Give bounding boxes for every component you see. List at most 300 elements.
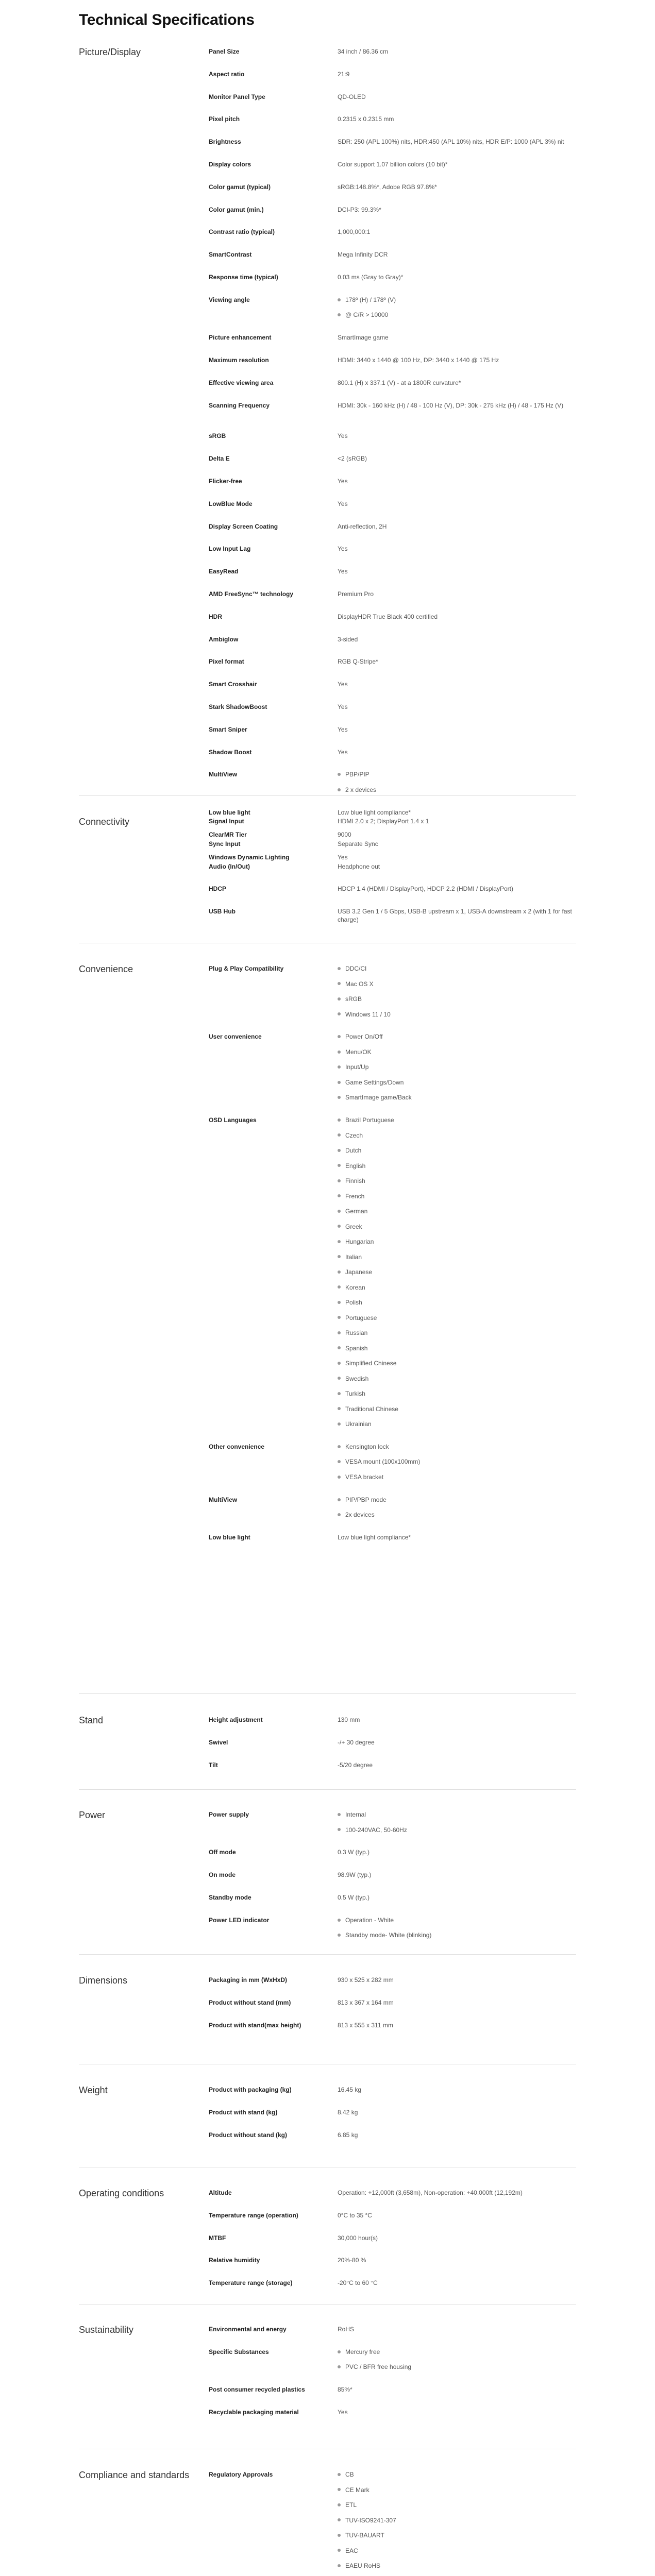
- spec-bullet-item: [338, 1116, 580, 1124]
- section-divider: [79, 1954, 576, 1955]
- spec-value: 85%*: [338, 2386, 352, 2394]
- bullet-icon: [338, 1225, 341, 1228]
- spec-bullet-text: sRGB: [345, 995, 362, 1003]
- bullet-icon: [338, 1445, 341, 1448]
- bullet-icon: [338, 298, 341, 301]
- spec-bullet-item: [338, 1268, 580, 1276]
- spec-bullet-text: Russian: [345, 1329, 368, 1337]
- spec-value: SDR: 250 (APL 100%) nits, HDR:450 (APL 10%) nits, HDR E/P: 1000 (APL 3%) nit: [338, 138, 564, 146]
- spec-bullet-text: Windows 11 / 10: [345, 1010, 391, 1018]
- spec-value: HDMI 2.0 x 2; DisplayPort 1.4 x 1: [338, 818, 429, 825]
- spec-label: Temperature range (operation): [209, 2211, 298, 2219]
- spec-label: Standby mode: [209, 1893, 251, 1901]
- spec-bullet-item: [338, 1375, 580, 1383]
- spec-value: 20%-80 %: [338, 2257, 366, 2264]
- spec-value: 0.5 W (typ.): [338, 1893, 370, 1901]
- section-title: Convenience: [79, 964, 133, 974]
- spec-label: Plug & Play Compatibility: [209, 965, 284, 972]
- spec-bullet-item: [338, 1207, 580, 1215]
- spec-label: Display colors: [209, 161, 251, 168]
- spec-bullet-text: CE Mark: [345, 2486, 370, 2494]
- section-title: Operating conditions: [79, 2188, 164, 2198]
- spec-value: 0.3 W (typ.): [338, 1849, 370, 1856]
- spec-bullet-text: Spanish: [345, 1344, 368, 1352]
- spec-bullet-item: [338, 1389, 580, 1398]
- spec-bullet-text: Ukrainian: [345, 1420, 372, 1428]
- spec-value: 98.9W (typ.): [338, 1871, 372, 1879]
- bullet-icon: [338, 1422, 341, 1426]
- spec-label: Ambiglow: [209, 635, 239, 643]
- spec-label: Color gamut (min.): [209, 206, 264, 213]
- spec-value: Low blue light compliance*: [338, 808, 411, 816]
- bullet-icon: [338, 2473, 341, 2476]
- spec-bullet-item: [338, 1192, 580, 1200]
- spec-bullet-text: Game Settings/Down: [345, 1078, 404, 1086]
- page-title: Technical Specifications: [79, 11, 255, 28]
- spec-bullet-item: [338, 964, 580, 973]
- spec-value: 813 x 367 x 164 mm: [338, 1998, 394, 2006]
- spec-value: -20°C to 60 °C: [338, 2279, 378, 2287]
- spec-bullet-text: CB: [345, 2471, 354, 2478]
- spec-value: SmartImage game: [338, 334, 389, 342]
- spec-label: Smart Sniper: [209, 725, 247, 733]
- spec-bullet-text: Finnish: [345, 1177, 365, 1185]
- spec-bullet-item: [338, 1131, 580, 1140]
- bullet-icon: [338, 982, 341, 985]
- spec-value: Yes: [338, 477, 348, 485]
- spec-label: Viewing angle: [209, 296, 250, 303]
- spec-bullet-text: 100-240VAC, 50-60Hz: [345, 1826, 407, 1834]
- spec-label: Shadow Boost: [209, 748, 252, 756]
- bullet-icon: [338, 1316, 341, 1319]
- spec-label: LowBlue Mode: [209, 500, 253, 507]
- spec-value: Yes: [338, 854, 348, 861]
- bullet-icon: [338, 1476, 341, 1479]
- section-title: Stand: [79, 1715, 104, 1725]
- spec-bullet-item: [338, 1177, 580, 1185]
- bullet-icon: [338, 1919, 341, 1922]
- spec-value: 16.45 kg: [338, 2086, 362, 2093]
- spec-bullet-item: [338, 1253, 580, 1261]
- spec-bullet-item: [338, 1093, 580, 1101]
- spec-label: AMD FreeSync™ technology: [209, 590, 294, 598]
- bullet-icon: [338, 1392, 341, 1395]
- spec-value: Operation: +12,000ft (3,658m), Non-operation: +40,000ft (12,192m): [338, 2189, 523, 2196]
- spec-value: <2 (sRGB): [338, 455, 367, 463]
- spec-bullet-text: VESA mount (100x100mm): [345, 1458, 421, 1466]
- section-title: Sustainability: [79, 2325, 134, 2335]
- spec-bullet-text: Standby mode- White (blinking): [345, 1931, 432, 1939]
- section-title: Power: [79, 1810, 106, 1820]
- section-title: Dimensions: [79, 1975, 128, 1986]
- spec-bullet-item: [338, 1826, 580, 1834]
- spec-bullet-item: [338, 2501, 580, 2509]
- spec-bullet-item: [338, 1010, 580, 1019]
- bullet-icon: [338, 1255, 341, 1258]
- spec-bullet-item: [338, 1032, 580, 1041]
- spec-label: Specific Substances: [209, 2348, 269, 2355]
- spec-bullet-text: Japanese: [345, 1268, 373, 1276]
- spec-label: Picture enhancement: [209, 334, 272, 342]
- spec-bullet-item: [338, 1420, 580, 1428]
- bullet-icon: [338, 1331, 341, 1334]
- spec-label: Stark ShadowBoost: [209, 703, 267, 710]
- spec-value: Yes: [338, 568, 348, 575]
- spec-bullet-text: Swedish: [345, 1375, 369, 1382]
- spec-bullet-text: @ C/R > 10000: [345, 311, 389, 319]
- spec-value: Yes: [338, 748, 348, 756]
- spec-bullet-item: [338, 1344, 580, 1352]
- spec-bullet-text: Portuguese: [345, 1314, 377, 1321]
- spec-bullet-text: Dutch: [345, 1147, 362, 1155]
- spec-value: 930 x 525 x 282 mm: [338, 1976, 394, 1984]
- bullet-icon: [338, 1270, 341, 1274]
- spec-bullet-text: SmartImage game/Back: [345, 1094, 412, 1101]
- spec-label: Regulatory Approvals: [209, 2471, 273, 2478]
- spec-value: Yes: [338, 545, 348, 553]
- spec-label: Tilt: [209, 1761, 218, 1769]
- spec-bullet-item: [338, 2486, 580, 2494]
- bullet-icon: [338, 2350, 341, 2353]
- spec-value: 800.1 (H) x 337.1 (V) - at a 1800R curvature*: [338, 379, 461, 386]
- bullet-icon: [338, 1346, 341, 1349]
- spec-bullet-item: [338, 1283, 580, 1292]
- spec-label: MTBF: [209, 2234, 226, 2242]
- spec-bullet-item: [338, 1496, 580, 1504]
- spec-bullet-item: [338, 1162, 580, 1170]
- spec-value: -/+ 30 degree: [338, 1738, 375, 1746]
- spec-value: 34 inch / 86.36 cm: [338, 48, 389, 55]
- spec-bullet-text: Czech: [345, 1131, 363, 1139]
- section-divider: [79, 1789, 576, 1790]
- spec-bullet-text: Power On/Off: [345, 1033, 383, 1041]
- bullet-icon: [338, 2488, 341, 2491]
- spec-bullet-text: Korean: [345, 1283, 365, 1291]
- spec-bullet-item: [338, 1048, 580, 1056]
- spec-label: Scanning Frequency: [209, 401, 270, 409]
- spec-label: Packaging in mm (WxHxD): [209, 1976, 288, 1984]
- spec-bullet-text: ETL: [345, 2501, 357, 2509]
- spec-bullet-item: [338, 1443, 580, 1451]
- spec-bullet-item: [338, 995, 580, 1003]
- spec-value: 1,000,000:1: [338, 228, 371, 236]
- spec-label: OSD Languages: [209, 1116, 257, 1124]
- bullet-icon: [338, 1081, 341, 1084]
- bullet-icon: [338, 1096, 341, 1099]
- spec-bullet-item: [338, 1298, 580, 1307]
- spec-bullet-text: Mac OS X: [345, 980, 374, 988]
- spec-label: HDCP: [209, 885, 227, 893]
- spec-value: Yes: [338, 725, 348, 733]
- spec-label: Product with stand(max height): [209, 2021, 301, 2029]
- spec-bullet-item: [338, 1931, 580, 1939]
- spec-label: Product with stand (kg): [209, 2108, 278, 2116]
- spec-label: Product with packaging (kg): [209, 2086, 292, 2093]
- spec-bullet-item: [338, 1078, 580, 1087]
- bullet-icon: [338, 1050, 341, 1054]
- spec-label: MultiView: [209, 1496, 238, 1503]
- spec-bullet-text: Operation - White: [345, 1916, 394, 1924]
- spec-bullet-item: [338, 2470, 580, 2479]
- spec-bullet-text: TUV-BAUART: [345, 2532, 384, 2539]
- bullet-icon: [338, 1813, 341, 1816]
- spec-label: Contrast ratio (typical): [209, 228, 275, 236]
- spec-bullet-text: 2x devices: [345, 1511, 375, 1519]
- spec-value: 21:9: [338, 70, 350, 78]
- spec-value: Color support 1.07 billion colors (10 bit)*: [338, 161, 448, 168]
- bullet-icon: [338, 1065, 341, 1069]
- spec-bullet-text: Traditional Chinese: [345, 1405, 398, 1413]
- section-divider: [79, 1693, 576, 1694]
- bullet-icon: [338, 2518, 341, 2521]
- spec-label: Effective viewing area: [209, 379, 274, 386]
- section-divider: [79, 795, 576, 796]
- spec-value: RGB Q-Stripe*: [338, 658, 378, 666]
- spec-label: Audio (In/Out): [209, 862, 250, 870]
- spec-bullet-item: [338, 2348, 580, 2356]
- spec-bullet-text: English: [345, 1162, 366, 1170]
- spec-value: 30,000 hour(s): [338, 2234, 378, 2242]
- spec-label: USB Hub: [209, 908, 236, 916]
- spec-bullet-text: PVC / BFR free housing: [345, 2363, 412, 2371]
- bullet-icon: [338, 967, 341, 970]
- spec-label: Swivel: [209, 1738, 228, 1746]
- spec-bullet-text: PIP/PBP mode: [345, 1496, 387, 1503]
- spec-label: On mode: [209, 1871, 236, 1879]
- spec-bullet-text: PBP/PIP: [345, 771, 370, 778]
- section-title: Weight: [79, 2085, 108, 2095]
- spec-bullet-item: [338, 1810, 580, 1819]
- spec-bullet-item: [338, 786, 580, 794]
- spec-value: 3-sided: [338, 635, 358, 643]
- spec-value: 813 x 555 x 311 mm: [338, 2021, 393, 2029]
- spec-bullet-item: [338, 2363, 580, 2371]
- spec-label: Smart Crosshair: [209, 681, 257, 688]
- bullet-icon: [338, 2564, 341, 2567]
- spec-value: 0°C to 35 °C: [338, 2211, 372, 2219]
- spec-label: Flicker-free: [209, 477, 242, 485]
- spec-value: RoHS: [338, 2326, 355, 2333]
- spec-label: Height adjustment: [209, 1716, 263, 1723]
- spec-value: -5/20 degree: [338, 1761, 373, 1769]
- spec-bullet-text: Simplified Chinese: [345, 1360, 397, 1367]
- spec-value: 130 mm: [338, 1716, 360, 1723]
- spec-label: Product without stand (kg): [209, 2131, 287, 2139]
- spec-label: Altitude: [209, 2189, 232, 2196]
- spec-value: 9000: [338, 831, 351, 839]
- bullet-icon: [338, 1118, 341, 1122]
- section-title: Connectivity: [79, 817, 130, 827]
- spec-bullet-item: [338, 1916, 580, 1924]
- spec-label: Display Screen Coating: [209, 522, 278, 530]
- spec-label: Recyclable packaging material: [209, 2408, 299, 2416]
- spec-value: QD-OLED: [338, 93, 366, 100]
- spec-bullet-item: [338, 1405, 580, 1413]
- spec-bullet-item: [338, 1238, 580, 1246]
- spec-bullet-item: [338, 2562, 580, 2570]
- spec-value: Premium Pro: [338, 590, 374, 598]
- spec-label: Color gamut (typical): [209, 183, 271, 191]
- spec-value: 0.03 ms (Gray to Gray)*: [338, 274, 404, 281]
- bullet-icon: [338, 1362, 341, 1365]
- spec-value: HDCP 1.4 (HDMI / DisplayPort), HDCP 2.2 (HDMI / DisplayPort): [338, 885, 513, 893]
- spec-value: DCI-P3: 99.3%*: [338, 206, 381, 213]
- spec-label: Windows Dynamic Lighting: [209, 854, 290, 861]
- bullet-icon: [338, 1240, 341, 1243]
- spec-value: Yes: [338, 432, 348, 440]
- spec-label: Relative humidity: [209, 2257, 260, 2264]
- bullet-icon: [338, 1179, 341, 1182]
- spec-bullet-text: Menu/OK: [345, 1048, 372, 1056]
- bullet-icon: [338, 997, 341, 1001]
- spec-label: Power supply: [209, 1811, 249, 1818]
- bullet-icon: [338, 1164, 341, 1167]
- spec-bullet-item: [338, 1511, 580, 1519]
- spec-bullet-item: [338, 1458, 580, 1466]
- spec-bullet-item: [338, 1329, 580, 1337]
- spec-label: Brightness: [209, 138, 241, 146]
- spec-value: DisplayHDR True Black 400 certified: [338, 613, 438, 620]
- spec-bullet-text: 178º (H) / 178º (V): [345, 296, 396, 303]
- bullet-icon: [338, 1377, 341, 1380]
- spec-label: Maximum resolution: [209, 356, 269, 364]
- spec-label: Signal Input: [209, 818, 244, 825]
- spec-bullet-text: Turkish: [345, 1390, 365, 1398]
- spec-value: Yes: [338, 500, 348, 507]
- spec-bullet-item: [338, 1063, 580, 1071]
- spec-label: Delta E: [209, 455, 230, 463]
- spec-label: Response time (typical): [209, 274, 278, 281]
- spec-bullet-item: [338, 1223, 580, 1231]
- spec-label: Panel Size: [209, 48, 240, 55]
- section-title: Compliance and standards: [79, 2470, 190, 2480]
- spec-bullet-text: Polish: [345, 1299, 362, 1307]
- spec-bullet-text: Greek: [345, 1223, 362, 1230]
- section-title: Picture/Display: [79, 47, 141, 57]
- bullet-icon: [338, 1035, 341, 1038]
- spec-label: Post consumer recycled plastics: [209, 2386, 305, 2394]
- spec-bullet-text: French: [345, 1192, 365, 1200]
- bullet-icon: [338, 1194, 341, 1197]
- spec-bullet-item: [338, 1473, 580, 1481]
- spec-bullet-text: EAEU RoHS: [345, 2562, 381, 2569]
- spec-value: Yes: [338, 681, 348, 688]
- spec-bullet-text: Hungarian: [345, 1238, 374, 1246]
- spec-label: MultiView: [209, 771, 238, 778]
- spec-bullet-text: Mercury free: [345, 2348, 380, 2355]
- spec-bullet-text: Italian: [345, 1253, 362, 1261]
- spec-label: Low blue light: [209, 1534, 250, 1541]
- spec-bullet-text: TUV-ISO9241-307: [345, 2516, 396, 2524]
- spec-bullet-item: [338, 311, 580, 319]
- spec-value: HDMI: 30k - 160 kHz (H) / 48 - 100 Hz (V), DP: 30k - 275 kHz (H) / 48 - 175 Hz (V): [338, 401, 564, 409]
- spec-label: Sync Input: [209, 840, 241, 848]
- spec-label: Low blue light: [209, 808, 250, 816]
- spec-bullet-text: 2 x devices: [345, 786, 377, 793]
- spec-bullet-text: German: [345, 1208, 368, 1215]
- spec-value: 0.2315 x 0.2315 mm: [338, 115, 394, 123]
- bullet-icon: [338, 1498, 341, 1501]
- spec-label: HDR: [209, 613, 222, 620]
- spec-bullet-text: Input/Up: [345, 1063, 369, 1071]
- spec-label: SmartContrast: [209, 251, 252, 259]
- spec-value: Yes: [338, 2408, 348, 2416]
- spec-label: Power LED indicator: [209, 1916, 270, 1924]
- spec-bullet-text: Internal: [345, 1811, 366, 1818]
- spec-label: sRGB: [209, 432, 226, 440]
- spec-bullet-item: [338, 2547, 580, 2555]
- bullet-icon: [338, 773, 341, 776]
- bullet-icon: [338, 1407, 341, 1410]
- bullet-icon: [338, 1513, 341, 1516]
- spec-bullet-text: DDC/CI: [345, 965, 367, 972]
- spec-label: Monitor Panel Type: [209, 93, 265, 100]
- spec-bullet-item: [338, 1359, 580, 1367]
- spec-label: Pixel pitch: [209, 115, 240, 123]
- spec-label: Product without stand (mm): [209, 1998, 291, 2006]
- spec-bullet-item: [338, 1314, 580, 1322]
- bullet-icon: [338, 1301, 341, 1304]
- spec-value: Mega Infinity DCR: [338, 251, 388, 259]
- bullet-icon: [338, 1149, 341, 1152]
- spec-label: Temperature range (storage): [209, 2279, 293, 2287]
- spec-label: ClearMR Tier: [209, 831, 247, 839]
- spec-value: Separate Sync: [338, 840, 378, 848]
- spec-bullet-item: [338, 2516, 580, 2524]
- spec-label: EasyRead: [209, 568, 239, 575]
- bullet-icon: [338, 1133, 341, 1137]
- bullet-icon: [338, 1012, 341, 1015]
- spec-label: Low Input Lag: [209, 545, 251, 553]
- spec-bullet-item: [338, 770, 580, 778]
- spec-bullet-item: [338, 1146, 580, 1155]
- bullet-icon: [338, 1285, 341, 1289]
- spec-value: 8.42 kg: [338, 2108, 358, 2116]
- bullet-icon: [338, 2365, 341, 2368]
- spec-label: Pixel format: [209, 658, 244, 666]
- spec-value: Yes: [338, 703, 348, 710]
- spec-label: Off mode: [209, 1849, 236, 1856]
- spec-bullet-text: Brazil Portuguese: [345, 1116, 394, 1124]
- spec-value: USB 3.2 Gen 1 / 5 Gbps, USB-B upstream x 1, USB-A downstream x 2 (with 1 for fast charge): [338, 908, 572, 924]
- bullet-icon: [338, 313, 341, 316]
- spec-label: Other convenience: [209, 1443, 265, 1450]
- bullet-icon: [338, 1460, 341, 1463]
- spec-bullet-text: VESA bracket: [345, 1473, 384, 1481]
- bullet-icon: [338, 2503, 341, 2506]
- spec-bullet-item: [338, 980, 580, 988]
- spec-value: Low blue light compliance*: [338, 1534, 411, 1541]
- spec-label: User convenience: [209, 1033, 262, 1041]
- spec-bullet-item: [338, 296, 580, 304]
- spec-value: HDMI: 3440 x 1440 @ 100 Hz, DP: 3440 x 1440 @ 175 Hz: [338, 356, 499, 364]
- spec-value: 6.85 kg: [338, 2131, 358, 2139]
- bullet-icon: [338, 788, 341, 791]
- bullet-icon: [338, 2549, 341, 2552]
- spec-bullet-text: Kensington lock: [345, 1443, 389, 1450]
- bullet-icon: [338, 1210, 341, 1213]
- spec-value: sRGB:148.8%*, Adobe RGB 97.8%*: [338, 183, 437, 191]
- spec-label: Aspect ratio: [209, 70, 245, 78]
- spec-label: Environmental and energy: [209, 2326, 287, 2333]
- bullet-icon: [338, 2534, 341, 2537]
- spec-bullet-text: EAC: [345, 2547, 358, 2554]
- bullet-icon: [338, 1934, 341, 1937]
- spec-value: Headphone out: [338, 862, 380, 870]
- bullet-icon: [338, 1828, 341, 1831]
- spec-value: Anti-reflection, 2H: [338, 522, 387, 530]
- spec-bullet-item: [338, 2531, 580, 2539]
